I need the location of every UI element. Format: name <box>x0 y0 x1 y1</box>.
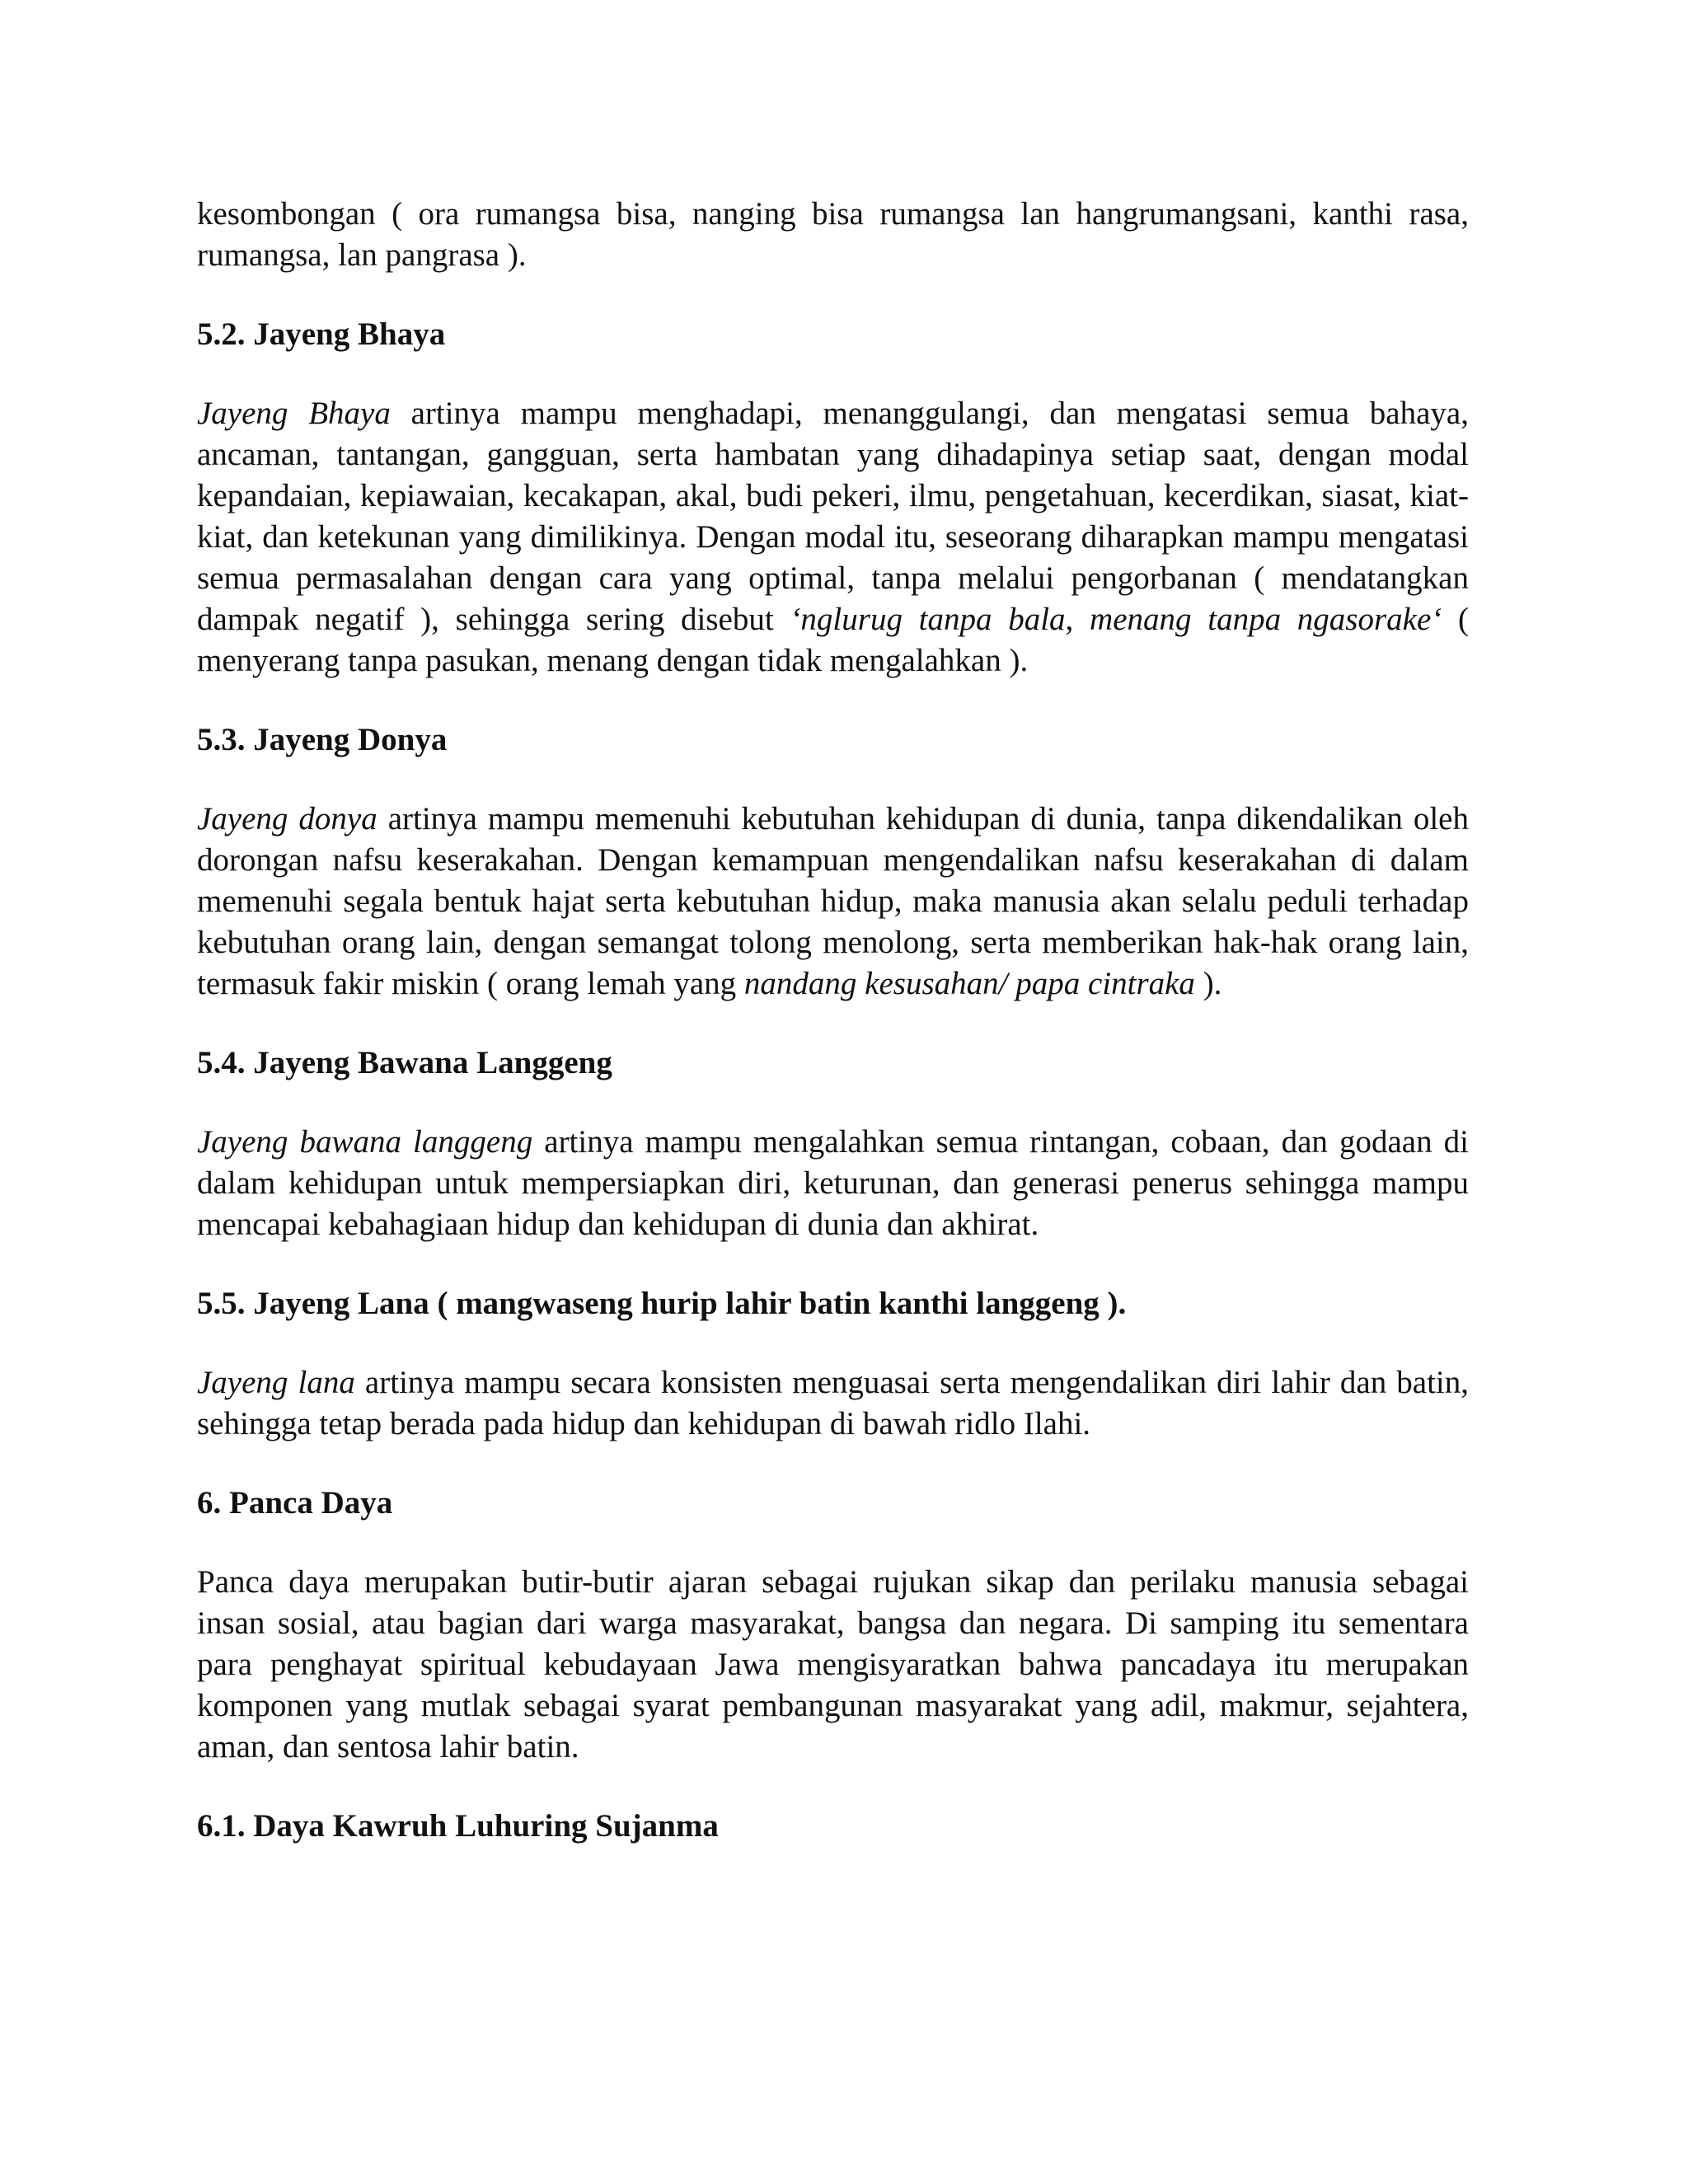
paragraph-text: ). <box>1194 966 1222 1001</box>
quote-italic: ‘nglurug tanpa bala, menang tanpa ngasorake‘ <box>790 602 1442 637</box>
term-italic: Jayeng bawana langgeng <box>197 1124 533 1160</box>
term-italic: Jayeng lana <box>197 1365 355 1400</box>
intro-paragraph: kesombongan ( ora rumangsa bisa, nanging bisa rumangsa lan hangrumangsani, kanthi rasa, rumangsa, lan pangrasa ). <box>197 196 1469 273</box>
term-italic: Jayeng donya <box>197 801 377 837</box>
section-heading-5-3: 5.3. Jayeng Donya <box>197 722 448 757</box>
paragraph-text: artinya mampu menghadapi, menanggulangi, dan mengatasi semua bahaya, ancaman, tantangan, gangguan, serta hambatan yang dihadapinya setiap saat, dengan modal kepandaian, kepiawaian, kecakapan, akal, budi pekeri, ilmu, pengetahuan, kecerdikan, siasat, kiat-kiat, dan ketekunan yang dimilikinya. Dengan modal itu, seseorang diharapkan mampu mengatasi semua permasalahan dengan cara yang optimal, tanpa melalui pengorbanan ( mendatangkan dampak negatif ), sehingga sering disebut <box>197 396 1469 637</box>
term-italic: Jayeng Bhaya <box>197 396 391 431</box>
section-paragraph-5-4 <box>197 1122 1469 1245</box>
section-heading-6-1: 6.1. Daya Kawruh Luhuring Sujanma <box>197 1808 719 1844</box>
section-paragraph-6: Panca daya merupakan butir-butir ajaran sebagai rujukan sikap dan perilaku manusia sebagai insan sosial, atau bagian dari warga masyarakat, bangsa dan negara. Di samping itu sementara para penghayat spiritual kebudayaan Jawa mengisyaratkan bahwa pancadaya itu merupakan komponen yang mutlak sebagai syarat pembangunan masyarakat yang adil, makmur, sejahtera, aman, dan sentosa lahir batin. <box>197 1564 1469 1765</box>
section-heading-5-5: 5.5. Jayeng Lana ( mangwaseng hurip lahir batin kanthi langgeng ). <box>197 1286 1127 1321</box>
section-heading-6: 6. Panca Daya <box>197 1485 393 1521</box>
paragraph-text: artinya mampu mengalahkan semua rintangan, cobaan, dan godaan di dalam kehidupan untuk mempersiapkan diri, keturunan, dan generasi penerus sehingga mampu mencapai kebahagiaan hidup dan kehidupan di dunia dan akhirat. <box>197 1124 1469 1242</box>
paragraph-text: artinya mampu secara konsisten menguasai serta mengendalikan diri lahir dan batin, sehingga tetap berada pada hidup dan kehidupan di bawah ridlo Ilahi. <box>197 1365 1470 1441</box>
paragraph-text: artinya mampu memenuhi kebutuhan kehidupan di dunia, tanpa dikendalikan oleh dorongan nafsu keserakahan. Dengan kemampuan mengendalikan nafsu keserakahan di dalam memenuhi segala bentuk hajat serta kebutuhan hidup, maka manusia akan selalu peduli terhadap kebutuhan orang lain, dengan semangat tolong menolong, serta memberikan hak-hak orang lain, termasuk fakir miskin ( orang lemah yang <box>197 801 1469 1001</box>
section-heading-5-4: 5.4. Jayeng Bawana Langgeng <box>197 1045 612 1080</box>
document-content <box>197 194 1469 1847</box>
paragraph-text: ( menyerang tanpa pasukan, menang dengan tidak mengalahkan ). <box>197 602 1469 678</box>
section-paragraph-5-2 <box>197 393 1469 682</box>
section-paragraph-5-5 <box>197 1362 1469 1445</box>
section-paragraph-5-3 <box>197 799 1469 1005</box>
phrase-italic: nandang kesusahan/ papa cintraka <box>743 966 1195 1001</box>
section-heading-5-2: 5.2. Jayeng Bhaya <box>197 316 446 352</box>
